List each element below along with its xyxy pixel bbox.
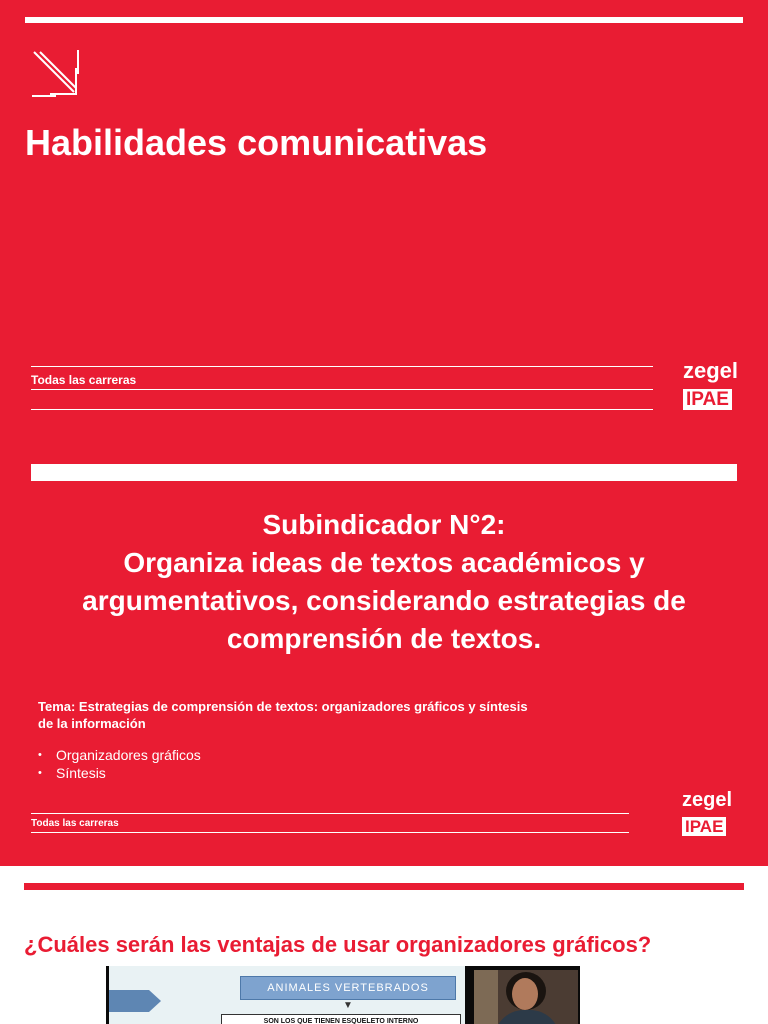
presenter-video — [474, 970, 578, 1024]
list-item: • Organizadores gráficos — [38, 746, 201, 764]
slide-subindicador — [0, 430, 768, 866]
heading-line: comprensión de textos. — [226, 623, 542, 654]
diagram-arrow-tab — [109, 990, 149, 1012]
background-object — [474, 970, 498, 1024]
footer-divider — [31, 389, 653, 390]
tema-text — [38, 698, 598, 732]
subindicador-heading — [0, 506, 768, 658]
footer-text: Todas las carreras — [31, 818, 119, 829]
logo-zegel: zegel — [682, 789, 733, 811]
top-bar — [25, 17, 743, 23]
logo-ipae: IPAE — [683, 389, 732, 410]
question-heading: ¿Cuáles serán las ventajas de usar organizadores gráficos? — [24, 932, 652, 957]
tema-line: Tema: Estrategias de comprensión de textos: organizadores gráficos y síntesis — [38, 699, 528, 714]
presenter-face — [512, 978, 538, 1010]
slide-title — [0, 0, 768, 430]
top-bar — [24, 883, 744, 890]
footer-divider — [31, 409, 653, 410]
slide-question — [0, 866, 768, 1024]
diagram-video-frame — [106, 966, 580, 1024]
footer-divider — [31, 832, 629, 833]
footer-divider — [31, 813, 629, 814]
diagram-box-definition: SON LOS QUE TIENEN ESQUELETO INTERNO — [221, 1014, 461, 1024]
arrow-down-right-icon — [30, 48, 80, 98]
diagram-panel — [109, 966, 465, 1024]
heading-line: Subindicador N°2: — [262, 509, 506, 540]
page-title: Habilidades comunicativas — [25, 122, 488, 163]
logo-zegel: zegel — [683, 358, 739, 383]
tema-line: de la información — [38, 716, 146, 731]
heading-line: argumentativos, considerando estrategias de — [82, 585, 686, 616]
footer-divider — [31, 366, 653, 367]
top-bar — [31, 464, 737, 481]
zegel-ipae-logo — [682, 788, 732, 837]
diagram-box-title: ANIMALES VERTEBRADOS — [240, 976, 456, 1000]
footer-text: Todas las carreras — [31, 373, 137, 387]
arrow-down-icon: ▼ — [343, 1000, 353, 1011]
heading-line: Organiza ideas de textos académicos y — [123, 547, 645, 578]
logo-ipae: IPAE — [682, 817, 726, 836]
list-item: • Síntesis — [38, 764, 201, 782]
topic-list — [38, 746, 201, 782]
zegel-ipae-logo — [683, 358, 738, 410]
presenter-body — [494, 1010, 560, 1024]
